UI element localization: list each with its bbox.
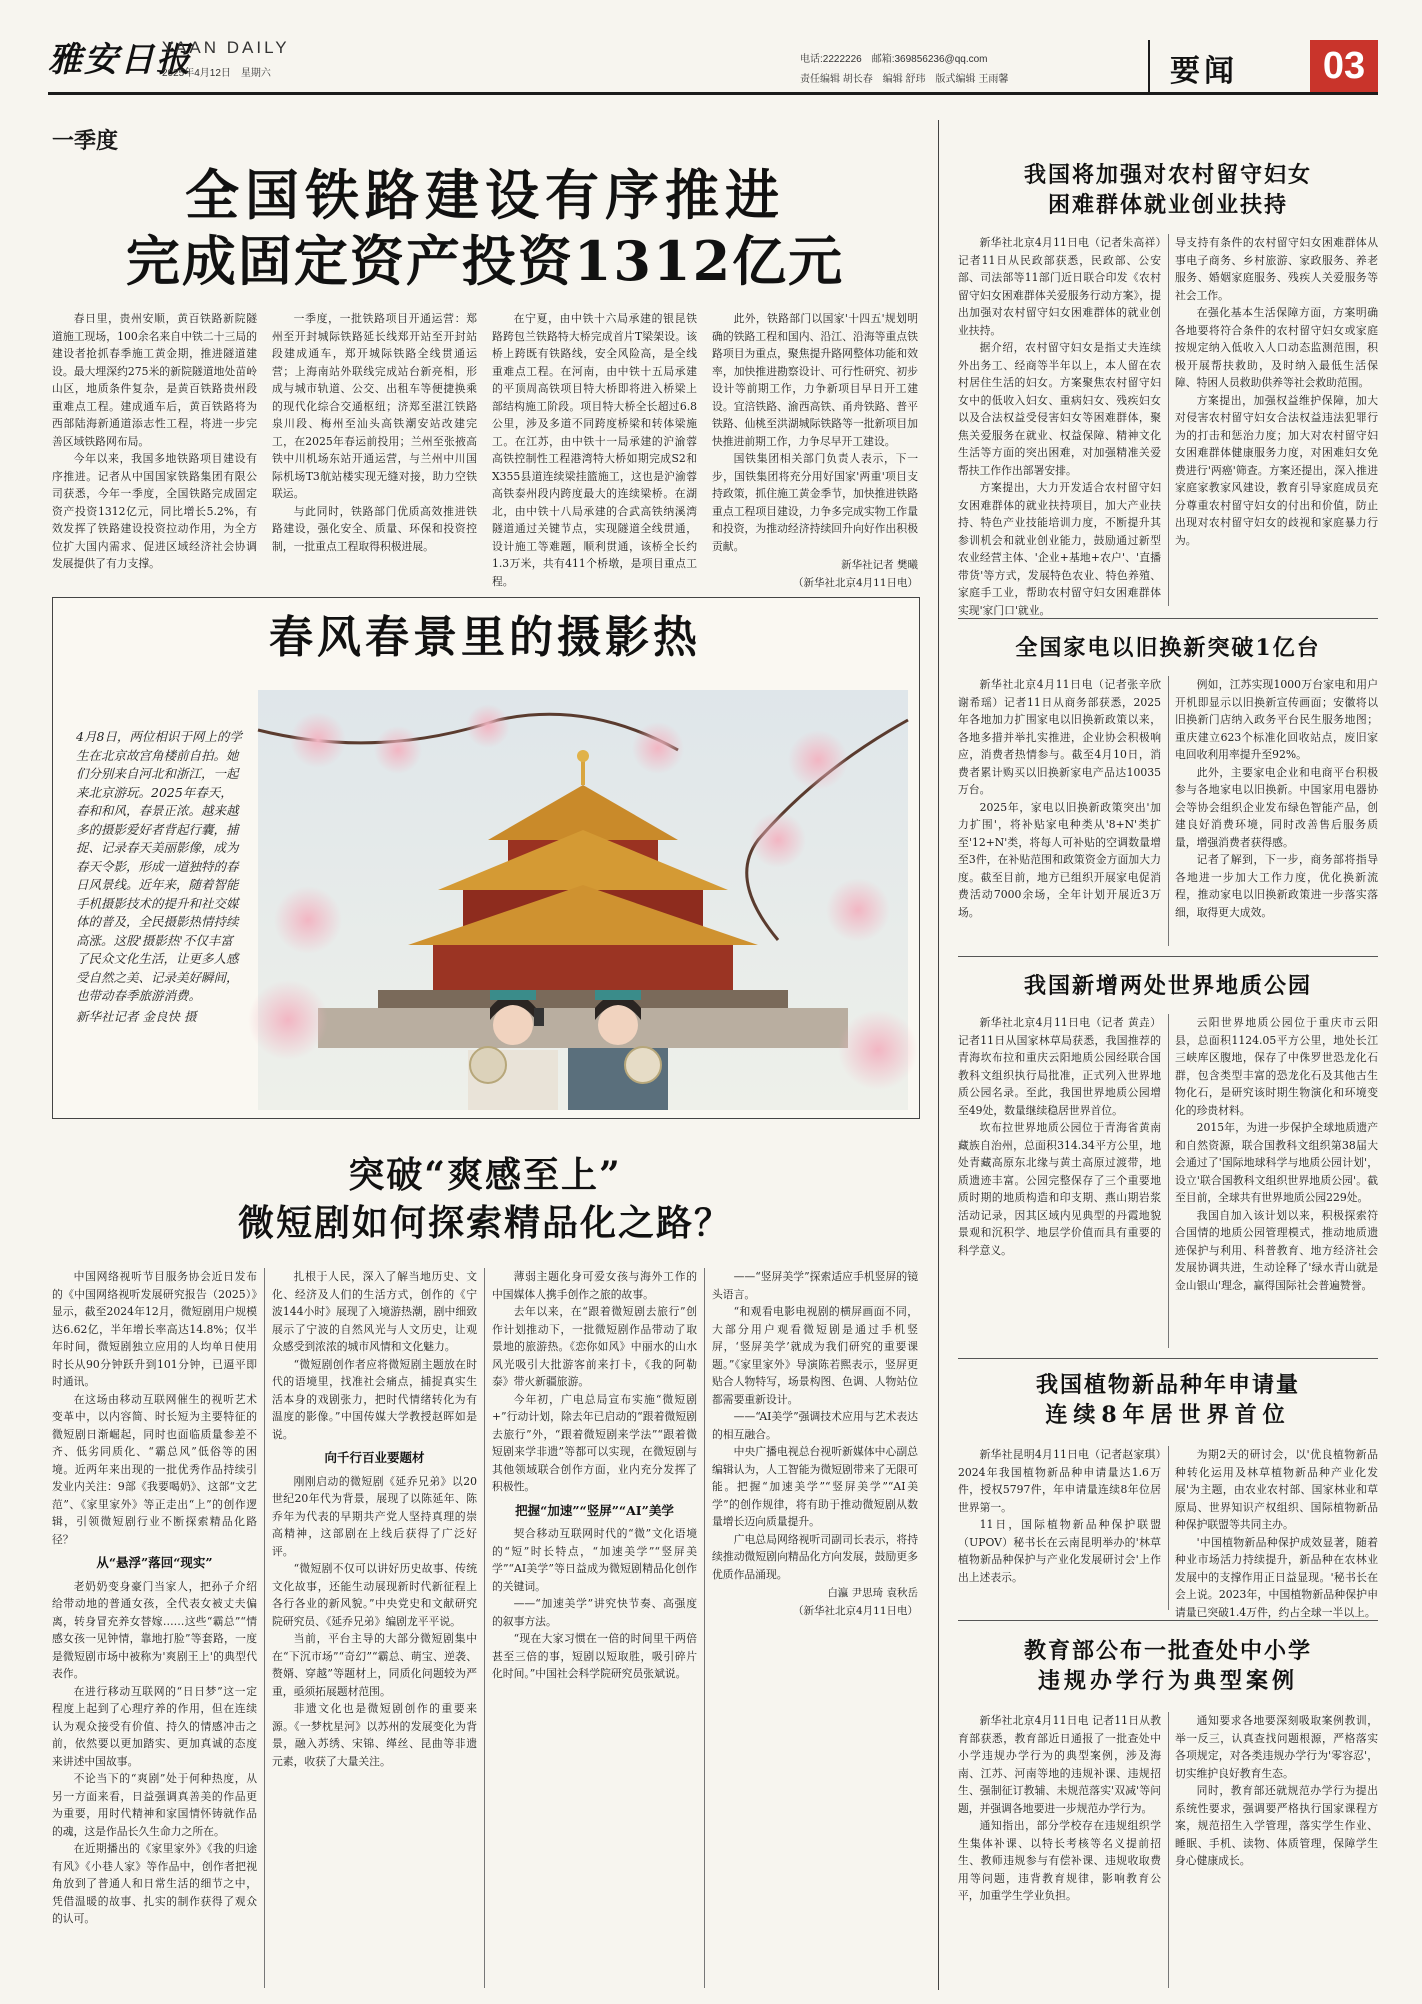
education-col-1 xyxy=(958,1712,1161,1988)
education-headline-1: 教育部公布一批查处中小学 xyxy=(1023,1638,1312,1664)
geopark-para: 坎布拉世界地质公园位于青海省黄南藏族自治州，总面积314.34平方公里，地处青藏高原东北缘与黄土高原过渡带，地质遗迹丰富。公园完整保存了三个重要地质时期的地质构造和印支期、燕山期岩浆活动记录，因其区域内见典型的丹霞地貌景观和沉积学、地层学价值而具有重要的科学意义。 xyxy=(958,1121,1161,1257)
drama-para: 在这场由移动互联网催生的视听艺术变革中，以内容简、时长短为主要特征的微短剧日渐崛起，同时也面临质量参差不齐、低劣同质化、“霸总风”低俗等的困境。近两年来出现的一批优秀作品持续引发业内关注：9部《我要喝奶》、这部“文艺范”、《家里家外》等正走出“上”的创作逻辑，引领微短剧行业不断探索精品化路径？ xyxy=(52,1392,257,1546)
section-name: 要闻 xyxy=(1170,54,1238,89)
geopark-para: 云阳世界地质公园位于重庆市云阳县，总面积1124.05平方公里，地处长江三峡库区腹地，保存了中侏罗世恐龙化石群，包含类型丰富的恐龙化石及其他古生物化石，是研究该时期生物演化和环境变化的珍贵材料。 xyxy=(1175,1016,1378,1117)
drama-para: “微短剧不仅可以讲好历史故事、传统文化故事，还能生动展现新时代新征程上各行各业的新风貌。”中央党史和文献研究院研究员、《延乔兄弟》编剧龙平平说。 xyxy=(272,1562,477,1628)
photo-story-headline: 春风春景里的摄影热 xyxy=(269,612,701,663)
drama-para: ——“竖屏美学”探索适应手机竖屏的镜头语言。 xyxy=(712,1270,918,1301)
rail-para: 国铁集团相关部门负责人表示，下一步，国铁集团将充分用好国家'两重'项目支持政策，抓住施工黄金季节，加快推进铁路重点工程项目建设，力争多完成实物工作量和投资，为推动经济持续回升向好作出积极贡献。 xyxy=(712,452,918,553)
geopark-para: 我国自加入该计划以来，积极探索符合国情的地质公园管理模式，推动地质遗迹保护与利用、科普教育、地方经济社会发展协调共进，生动诠释了'绿水青山就是金山银山'理念，赢得国际社会普遍赞誉。 xyxy=(1175,1208,1378,1292)
appliance-para: 例如，江苏实现1000万台家电和用户开机即显示以旧换新宣传画面；安徽将以旧换新门店纳入政务平台民生服务地图；重庆建立623个标准化回收站点，废旧家电回收利用率提升至92%。 xyxy=(1175,678,1378,761)
drama-headline-2: 微短剧如何探索精品化之路？ xyxy=(237,1202,732,1244)
column-divider xyxy=(1168,1446,1169,1610)
rail-byline: 新华社记者 樊曦 （新华社北京4月11日电） xyxy=(792,559,918,589)
drama-subhead-2: 向千行百业要题材 xyxy=(324,1450,425,1465)
appliance-para: 2025年，家电以旧换新政策突出'加力扩围'，将补贴家电种类从'8+N'类扩至'12+N'类，将每人可补贴的空调数量增至3件，在补贴范围和政策资金方面加大力度。截至目前，地方已组织开展家电促消费活动7000余场，全年计划开展近3万场。 xyxy=(958,800,1161,919)
masthead-divider xyxy=(1148,40,1150,92)
geopark-para: 新华社北京4月11日电（记者 黄垚）记者11日从国家林草局获悉，我国推荐的青海坎布拉和重庆云阳地质公园经联合国教科文组织执行局批准，正式列入世界地质公园名录。至此，我国世界地质公园增至49处，数量继续稳居世界首位。 xyxy=(958,1016,1161,1117)
photo-credit: 新华社记者 金良快 摄 xyxy=(76,1008,197,1024)
drama-para: 非遗文化也是微短剧创作的重要来源。《一梦枕星河》以苏州的发展变化为背景，融入苏绣、宋锦、缂丝、昆曲等非遗元素，收获了大量关注。 xyxy=(272,1702,477,1768)
drama-para: “现在大家习惯在一倍的时间里干两倍甚至三倍的事，短剧以短取胜，吸引碎片化时间。”中国社会科学院研究员张斌说。 xyxy=(492,1632,697,1680)
drama-subhead-1: 从“悬浮”落回“现实” xyxy=(96,1555,213,1570)
rail-col-3 xyxy=(492,310,697,588)
drama-para: 在进行移动互联网的“日日梦”这一定程度上起到了心理疗养的作用，但在连续认为观众接受有价值、持久的情感冲击之前，依然要以更加踏实、更加真诚的态度来讲述中国故事。 xyxy=(52,1684,257,1768)
masthead xyxy=(0,0,1422,92)
column-divider xyxy=(1168,676,1169,946)
column-divider xyxy=(1168,234,1169,606)
main-column-divider xyxy=(938,120,939,1990)
plant-para: '中国植物新品种保护成效显著，随着种业市场活力持续提升，新品种在农林业发展中的支撑作用正日益显现。'秘书长在会上说。2023年，中国植物新品种保护申请量已突破1.4万件，约占全球一半以上。 xyxy=(1175,1535,1378,1619)
drama-para: 去年以来，在“跟着微短剧去旅行”创作计划推动下，一批微短剧作品带动了取景地的旅游热。《恋你如风》中丽水的山水风光吸引大批游客前来打卡，《我的阿勒泰》带火新疆旅游。 xyxy=(492,1305,697,1388)
drama-para: 今年初，广电总局宣布实施“微短剧+”行动计划，除去年已启动的“跟着微短剧去旅行”外，“跟着微短剧来学法”“跟着微短剧来学非遗”等都可以实现，在微短剧与其他领域联合创作方面，业内充分发挥了积极性。 xyxy=(492,1392,697,1493)
rail-headline-1: 全国铁路建设有序推进 xyxy=(185,163,785,227)
women-para: 导支持有条件的农村留守妇女困难群体从事电子商务、乡村旅游、家政服务、养老服务、婚姻家庭服务、残疾人关爱服务等社会工作。 xyxy=(1175,236,1378,302)
drama-para: 老奶奶变身豪门当家人，把孙子介绍给带动地的普通女孩，全代表女被丈夫偏离，转身冒充养女替嫁……这些“霸总”“情感女孩一见钟情，靠地打脸”等套路，一度是微短剧市场中被称为'爽剧王上'的典型代表作。 xyxy=(52,1579,257,1680)
newspaper-logo: 雅安日报 xyxy=(48,40,192,80)
appliance-col-1 xyxy=(958,676,1161,946)
plant-headline-2: 连续8年居世界首位 xyxy=(1045,1402,1291,1428)
drama-subhead-3: 把握“加速”“竖屏”“AI”美学 xyxy=(515,1502,674,1518)
rail-para: 一季度，一批铁路项目开通运营：郑州至开封城际铁路延长线郑开站至开封站段建成通车，郑开城际铁路全线贯通运营；上海南站外联线完成站台新亮相，形成与城市轨道、公交、出租车等便捷换乘的现代化综合交通枢纽；济郑至湛江铁路泉川段、梅州至汕头高铁潮安站改建完工，在2025年春运前投用；兰州至张掖高铁中川机场东站开通运营，与兰州中川国际机场T3航站楼实现无缝对接，助力空铁联运。 xyxy=(272,312,477,500)
drama-col-2 xyxy=(272,1268,477,1988)
women-para: 据介绍，农村留守妇女是指丈夫连续外出务工、经商等半年以上，本人留在农村居住生活的妇女。方案聚焦农村留守妇女中的低收入妇女、重病妇女、残疾妇女以及合法权益受侵害妇女等困难群体，聚焦关爱服务在就业、权益保障、精神文化生活等方面的突出困难，对加强精准关爱帮扶工作作出部署安排。 xyxy=(958,341,1161,477)
plant-col-1 xyxy=(958,1446,1161,1610)
drama-para: 扎根于人民，深入了解当地历史、文化、经济及人们的生活方式，创作的《宁波144小时》展现了入境游热潮，剧中细致展示了宁波的自然风光与人文历史，让观众感受到浓浓的城市风情和文化魅力。 xyxy=(272,1270,477,1353)
women-col-1 xyxy=(958,234,1161,617)
photo-caption xyxy=(76,728,244,1026)
story-divider xyxy=(958,956,1378,957)
appliance-col-2 xyxy=(1175,676,1378,946)
newspaper-logo-en: YAAN DAILY xyxy=(162,38,290,57)
women-para: 方案提出，加强权益维护保障，加大对侵害农村留守妇女合法权益违法犯罪行为的打击和惩治力度；加大对农村留守妇女困难群体健康服务力度，对困难妇女免费进行'两癌'筛查。方案还提出，深入推进家庭家教家风建设，教育引导家庭成员充分尊重农村留守妇女的付出和价值，防止出现对农村留守妇女的歧视和家庭暴力行为。 xyxy=(1175,393,1378,547)
plant-headline-1: 我国植物新品种年申请量 xyxy=(1035,1372,1300,1398)
education-para: 同时，教育部还就规范办学行为提出系统性要求，强调要严格执行国家课程方案，规范招生入学管理，落实学生作业、睡眠、手机、读物、体质管理，保障学生身心健康成长。 xyxy=(1175,1784,1378,1867)
women-para: 方案提出，大力开发适合农村留守妇女困难群体的就业扶持项目，加大产业扶持、特色产业技能培训力度，不断提升其参训机会和就业创业能力，鼓励通过新型农业经营主体、'企业+基地+农户'、'直播带货'等方式，发展特色农业、特色养殖、家庭手工业，帮助农村留守妇女困难群体实现'家门口'就业。 xyxy=(958,481,1161,617)
appliance-para: 记者了解到，下一步，商务部将指导各地进一步加大工作力度，优化换新流程，推动家电以旧换新政策进一步落实落细，取得更大成效。 xyxy=(1175,853,1378,919)
appliance-para: 新华社北京4月11日电（记者张辛欣 谢希瑶）记者11日从商务部获悉，2025年各地加力扩围家电以旧换新政策以来，各地多措并举扎实推进，企业协会积极响应，消费者热情参与。截至4月10日，消费者累计购买以旧换新家电产品达10035万台。 xyxy=(958,678,1161,796)
rail-col-1 xyxy=(52,310,257,580)
education-para: 通知指出，部分学校存在违规组织学生集体补课、以特长考核等名义提前招生、教师违规参与有偿补课、违规收取费用等问题，违背教育规律，影响教育公平，加重学生学业负担。 xyxy=(958,1819,1161,1902)
geopark-col-1 xyxy=(958,1014,1161,1348)
women-col-2 xyxy=(1175,234,1378,606)
rail-para: 与此同时，铁路部门优质高效推进铁路建设，强化安全、质量、环保和投资控制，一批重点工程取得积极进展。 xyxy=(272,504,477,553)
drama-para: ——“AI美学”强调技术应用与艺术表达的相互融合。 xyxy=(712,1410,918,1441)
drama-para: 契合移动互联网时代的“微”文化语境的“短”时长特点，“加速美学”“竖屏美学”“AI美学”等日益成为微短剧精品化创作的关键词。 xyxy=(492,1527,697,1593)
drama-col-3 xyxy=(492,1268,697,1988)
drama-headline-1: 突破“爽感至上” xyxy=(348,1154,622,1196)
story-divider xyxy=(958,1620,1378,1621)
drama-para: “和观看电影电视剧的横屏画面不同，大部分用户观看微短剧是通过手机竖屏，‘竖屏美学’就成为我们研究的重要课题。”《家里家外》导演陈若熙表示，竖屏更贴合人物特写，场景构图、色调、人物站位都需要重新设计。 xyxy=(712,1305,918,1406)
editor-credits: 责任编辑 胡长春 编辑 舒玮 版式编辑 王雨馨 xyxy=(800,74,1009,85)
rail-col-2 xyxy=(272,310,477,580)
column-divider xyxy=(1168,1014,1169,1348)
education-para: 通知要求各地要深刻吸取案例教训，举一反三，认真查找问题根源，严格落实各项规定，对各类违规办学行为'零容忍'，切实维护良好教育生态。 xyxy=(1175,1714,1378,1780)
drama-para: 薄弱主题化身可爱女孩与海外工作的中国媒体人携手创作之旅的故事。 xyxy=(492,1270,697,1301)
story-divider xyxy=(958,618,1378,619)
drama-col-1 xyxy=(52,1268,257,1988)
rail-para: 春日里，贵州安顺，黄百铁路新院隧道施工现场，100余名来自中铁二十三局的建设者抢抓春季施工黄金期，推进隧道建设。最大埋深约275米的新院隧道地处苗岭山区，地质条件复杂，是黄百铁路贵州段重难点工程。建成通车后，黄百铁路将为西部陆海新通道添志性工程，将进一步完善区域铁路网布局。 xyxy=(52,312,257,448)
drama-byline: 白瀛 尹思琦 袁秋岳 （新华社北京4月11日电） xyxy=(792,1587,918,1617)
appliance-headline: 全国家电以旧换新突破1亿台 xyxy=(1015,635,1321,661)
drama-para: 中央广播电视总台视听新媒体中心副总编辑认为，人工智能为微短剧带来了无限可能。把握“加速美学”“竖屏美学”“AI美学”的创作规律，将有助于推动微短剧从数量增长迈向质量提升。 xyxy=(712,1445,918,1528)
women-para: 新华社北京4月11日电（记者朱高祥）记者11日从民政部获悉，民政部、公安部、司法部等11部门近日联合印发《农村留守妇女困难群体关爱服务行动方案》，提出加强对农村留守妇女困难群体的就业创业扶持。 xyxy=(958,236,1161,337)
page-number: 03 xyxy=(1310,40,1378,92)
education-headline-2: 违规办学行为典型案例 xyxy=(1037,1668,1298,1694)
plant-para: 新华社昆明4月11日电（记者赵家琪）2024年我国植物新品种申请量达1.6万件，授权5797件，年申请量连续8年位居世界第一。 xyxy=(958,1448,1161,1514)
issue-date: 2025年4月12日 星期六 xyxy=(162,68,271,79)
rail-headline-2: 完成固定资产投资1312亿元 xyxy=(125,229,845,293)
story-divider xyxy=(958,1358,1378,1359)
plant-para: 11日，国际植物新品种保护联盟（UPOV）秘书长在云南昆明举办的'林草植物新品种保护与产业化发展研讨会'上作出上述表示。 xyxy=(958,1518,1161,1584)
geopark-headline: 我国新增两处世界地质公园 xyxy=(1023,973,1312,999)
women-headline-1: 我国将加强对农村留守妇女 xyxy=(1023,162,1312,188)
column-divider xyxy=(704,1268,705,1988)
appliance-para: 此外，主要家电企业和电商平台积极参与各地家电以旧换新。中国家用电器协会等协会组织企业发布绿色智能产品，创建良好消费环境，同时改善售后服务质量，增强消费者获得感。 xyxy=(1175,765,1378,849)
geopark-para: 2015年，为进一步保护全球地质遗产和自然资源，联合国教科文组织第38届大会通过了'国际地球科学与地质公园计划'，设立'联合国教科文组织世界地质公园'。截至目前，全球共有世界地质公园229处。 xyxy=(1175,1121,1378,1204)
plant-col-2 xyxy=(1175,1446,1378,1619)
drama-para: 不论当下的“爽剧”处于何种热度，从另一方面来看，日益强调真善美的作品更为重要，用时代精神和家国情怀铸就作品的魂，这是作品长久生命力之所在。 xyxy=(52,1772,257,1838)
drama-para: ——“加速美学”讲究快节奏、高强度的叙事方法。 xyxy=(492,1597,697,1628)
education-para: 新华社北京4月11日电 记者11日从教育部获悉，教育部近日通报了一批查处中小学违规办学行为的典型案例，涉及海南、江苏、河南等地的违规补课、违规招生、强制征订教辅、未规范落实'双减'等问题，并强调各地要进一步规范办学行为。 xyxy=(958,1714,1161,1815)
women-para: 在强化基本生活保障方面，方案明确各地要将符合条件的农村留守妇女或家庭按规定纳入低收入人口动态监测范围，积极开展帮扶救助，及时纳入最低生活保障、特困人员救助供养等社会救助范围。 xyxy=(1175,306,1378,389)
drama-para: 在近期播出的《家里家外》《我的归途有风》《小巷人家》等作品中，创作者把视角放到了普通人和日常生活的细节之中，凭借温暖的故事、扎实的制作获得了观众的认可。 xyxy=(52,1842,257,1925)
photo-caption-text: 4月8日，两位相识于网上的学生在北京故宫角楼前自拍。她们分别来自河北和浙江，一起来北京游玩。2025年春天，春和和风，春景正浓。越来越多的摄影爱好者背起行囊，捕捉、记录春天美丽影像，成为春天令影，形成一道独特的春日风景线。近年来，随着智能手机摄影技术的提升和社交媒体的普及，全民摄影热情持续高涨。这股'摄影热'不仅丰富了民众文化生活，让更多人感受自然之美、记录美好瞬间，也带动春季旅游消费。 xyxy=(76,729,242,1003)
rail-kicker: 一季度 xyxy=(52,128,119,154)
column-divider xyxy=(264,1268,265,1988)
plant-para: 为期2天的研讨会，以'优良植物新品种转化运用及林草植物新品种产业化发展'为主题，由农业农村部、国家林业和草原局、世界知识产权组织、国际植物新品种保护联盟等共同主办。 xyxy=(1175,1448,1378,1531)
drama-para: “微短剧创作者应将微短剧主题放在时代的语境里，找准社会痛点，捕捉真实生活本身的戏剧张力，把时代情绪转化为有温度的影像。”中国传媒大学教授赵晖如是说。 xyxy=(272,1357,477,1441)
education-col-2 xyxy=(1175,1712,1378,1988)
drama-para: 当前，平台主导的大部分微短剧集中在“下沉市场”“奇幻”“霸总、萌宝、逆袭、赘婿、穿越”等题材上，同质化问题较为严重，亟须拓展题材范围。 xyxy=(272,1632,477,1698)
rail-para: 此外，铁路部门以国家'十四五'规划明确的铁路工程和国内、沿江、沿海等重点铁路项目为重点，聚焦提升路网整体功能和效率，加快推进勘察设计、可行性研究、初步设计等前期工作，力争新项目早日开工建设。宜涪铁路、渝西高铁、甬舟铁路、普平铁路、仙桃至洪湖城际铁路等一批新项目加快推进前期工作，力争尽早开工建设。 xyxy=(712,312,918,448)
women-headline-2: 困难群体就业创业扶持 xyxy=(1047,192,1288,218)
drama-para: 广电总局网络视听司副司长表示，将持续推动微短剧向精品化方向发展，鼓励更多优质作品涌现。 xyxy=(712,1532,918,1581)
photo-illustration xyxy=(258,690,908,1110)
drama-col-4 xyxy=(712,1268,918,1988)
rail-para: 今年以来，我国多地铁路项目建设有序推进。记者从中国国家铁路集团有限公司获悉，今年一季度，全国铁路完成固定资产投资1312亿元，同比增长5.2%，有效发挥了铁路建设投资拉动作用，为全方位扩大国内需求、促进区域经济社会协调发展提供了有力支撑。 xyxy=(52,452,257,570)
geopark-col-2 xyxy=(1175,1014,1378,1348)
drama-para: 中国网络视听节目服务协会近日发布的《中国网络视听发展研究报告（2025）》显示，截至2024年12月，微短剧用户规模达6.62亿，半年增长率高达14.8%；仅半年时间，微短剧独立应用的人均单日使用时长从90分钟跃升到101分钟，已逼平即时通讯。 xyxy=(52,1270,257,1388)
forbidden-city-selfie-photo xyxy=(258,690,908,1110)
rail-col-4 xyxy=(712,310,918,590)
masthead-rule xyxy=(48,92,1378,95)
column-divider xyxy=(1168,1712,1169,1988)
contact-info: 电话:2222226 邮箱:369856236@qq.com xyxy=(800,54,988,65)
column-divider xyxy=(484,1268,485,1988)
drama-para: 刚刚启动的微短剧《延乔兄弟》以20世纪20年代为背景，展现了以陈延年、陈乔年为代表的早期共产党人坚持真理的崇高精神，这部剧在上线后获得了广泛好评。 xyxy=(272,1474,477,1558)
rail-para: 在宁夏，由中铁十六局承建的银昆铁路跨包兰铁路特大桥完成首片T梁架设。该桥上跨既有铁路线，安全风险高，是全线重难点工程。在河南，由中铁十五局承建的平顶周高铁项目特大桥即将进入桥梁上部结构施工阶段。项目特大桥全长超过6.8公里，涉及多道不同跨度桥梁和转体梁施工。在江苏，由中铁十一局承建的沪渝蓉高铁控制性工程港湾特大桥如期完成S2和X355县道连续梁挂篮施工，这也是沪渝蓉高铁泰州段内跨度最大的连续梁桥。在湖北，由中铁十八局承建的合武高铁纳溪湾隧道通过关键节点，实现隧道全线贯通，设计施工等难题，顺利贯通，该桥全长约1.3万米，共有411个桥墩，是项目重点工程。 xyxy=(492,312,697,588)
